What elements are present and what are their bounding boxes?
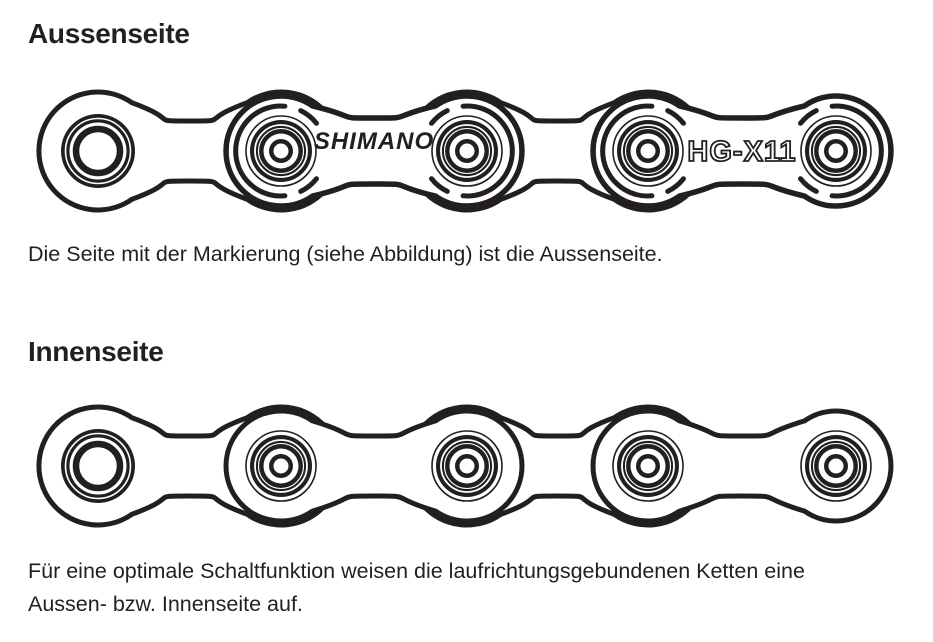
rivet-pin-hole <box>460 144 475 159</box>
rivet-pin-hole <box>460 459 475 474</box>
rivet-pin-hole <box>829 144 844 159</box>
chain-outer-side-illustration <box>0 70 933 230</box>
rivet-pin-hole <box>641 144 656 159</box>
caption-aussenseite: Die Seite mit der Markierung (siehe Abbildung) ist die Aussenseite. <box>28 242 663 266</box>
chain-inner-art <box>39 407 891 525</box>
rivet-pin-hole <box>274 459 289 474</box>
rivet-pin-hole <box>829 459 844 474</box>
rivet-pin-hole <box>274 144 289 159</box>
shimano-logo-marking: SHIMANO <box>313 128 435 155</box>
heading-aussenseite: Aussenseite <box>28 18 190 49</box>
rivet-pin-hole <box>641 459 656 474</box>
chain-inner-side-illustration <box>0 388 933 548</box>
model-marking-hg-x11: HG-X11 <box>687 136 797 168</box>
caption-innenseite-line-1: Für eine optimale Schaltfunktion weisen die laufrichtungsgebundenen Ketten eine <box>28 559 805 583</box>
heading-innenseite: Innenseite <box>28 336 164 367</box>
caption-innenseite <box>28 555 805 621</box>
caption-innenseite-line-2: Aussen- bzw. Innenseite auf. <box>28 592 303 616</box>
